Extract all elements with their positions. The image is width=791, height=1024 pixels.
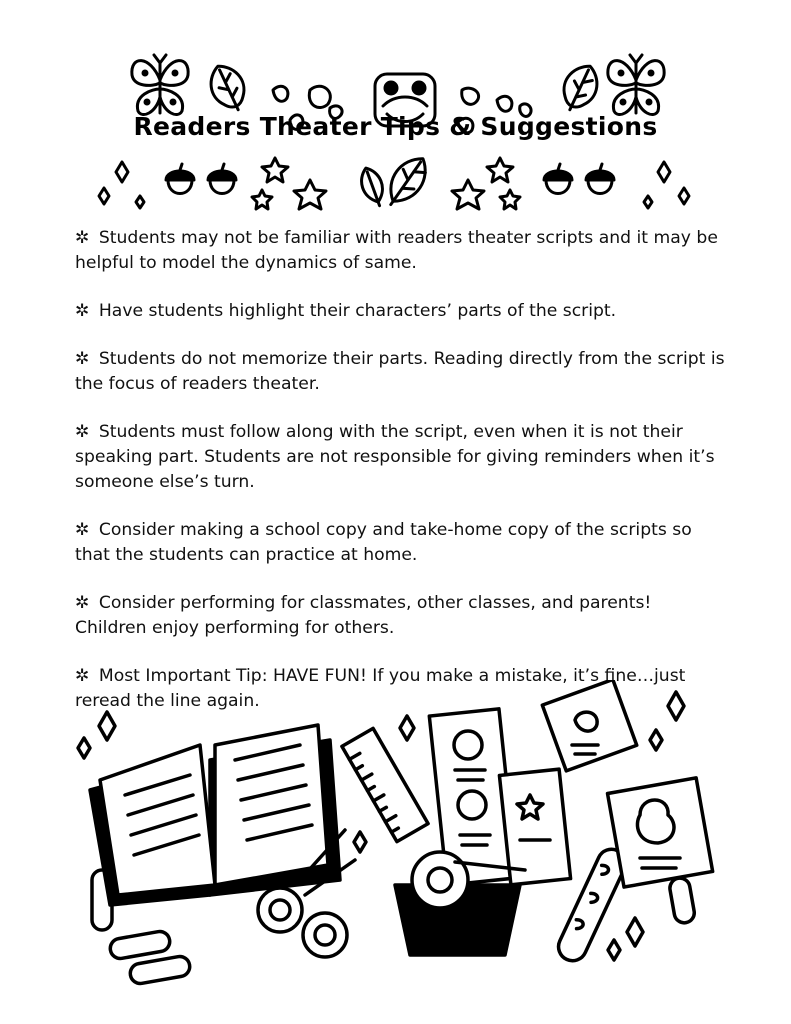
leaf-icon (555, 60, 604, 117)
tip-text: Students do not memorize their parts. Reading directly from the script is the focus of readers theater. (75, 349, 725, 394)
star-icon (452, 158, 520, 209)
bullet-icon: ✲ (75, 666, 90, 686)
list-item (75, 420, 725, 495)
list-item (75, 347, 725, 397)
leaf-icon (203, 60, 252, 117)
tip-text: Consider making a school copy and take-home copy of the scripts so that the students can practice at home. (75, 520, 692, 565)
diamond-icon (644, 162, 689, 208)
bullet-icon: ✲ (75, 349, 90, 369)
acorn-icon (586, 164, 614, 194)
bullet-icon: ✲ (75, 422, 90, 442)
tips-list (75, 226, 725, 737)
butterfly-icon (608, 55, 664, 115)
picture-card-icon (542, 680, 636, 771)
bullet-icon: ✲ (75, 301, 90, 321)
list-item (75, 591, 725, 641)
butterfly-icon (132, 55, 188, 115)
tip-text: Students may not be familiar with readers theater scripts and it may be helpful to model the dynamics of same. (75, 228, 718, 273)
leaf-icon (379, 151, 434, 213)
tip-text: Have students highlight their characters’ parts of the script. (98, 301, 617, 321)
leaf-icon (357, 165, 389, 209)
acorn-icon (166, 164, 194, 194)
bullet-icon: ✲ (75, 228, 90, 248)
tip-text: Students must follow along with the script, even when it is not their speaking part. Students are not responsible for giving reminders when it’s someone else’s turn. (75, 422, 715, 492)
tip-text: Consider performing for classmates, other classes, and parents! Children enjoy performing for others. (75, 593, 652, 638)
stick-puppet-icon (608, 778, 713, 924)
list-item (75, 518, 725, 568)
acorn-icon (208, 164, 236, 194)
page-title: Readers Theater Tips & Suggestions (133, 112, 658, 141)
diamond-icon (99, 162, 144, 208)
star-icon (252, 158, 326, 209)
ruler-icon (342, 728, 428, 841)
list-item (75, 226, 725, 276)
bullet-icon: ✲ (75, 520, 90, 540)
bullet-icon: ✲ (75, 593, 90, 613)
list-item (75, 299, 725, 324)
tip-text: Most Important Tip: HAVE FUN! If you make a mistake, it’s fine…just reread the line again. (75, 666, 686, 711)
footer-illustration (0, 680, 791, 1024)
acorn-icon (544, 164, 572, 194)
tape-dispenser-icon (395, 852, 525, 955)
